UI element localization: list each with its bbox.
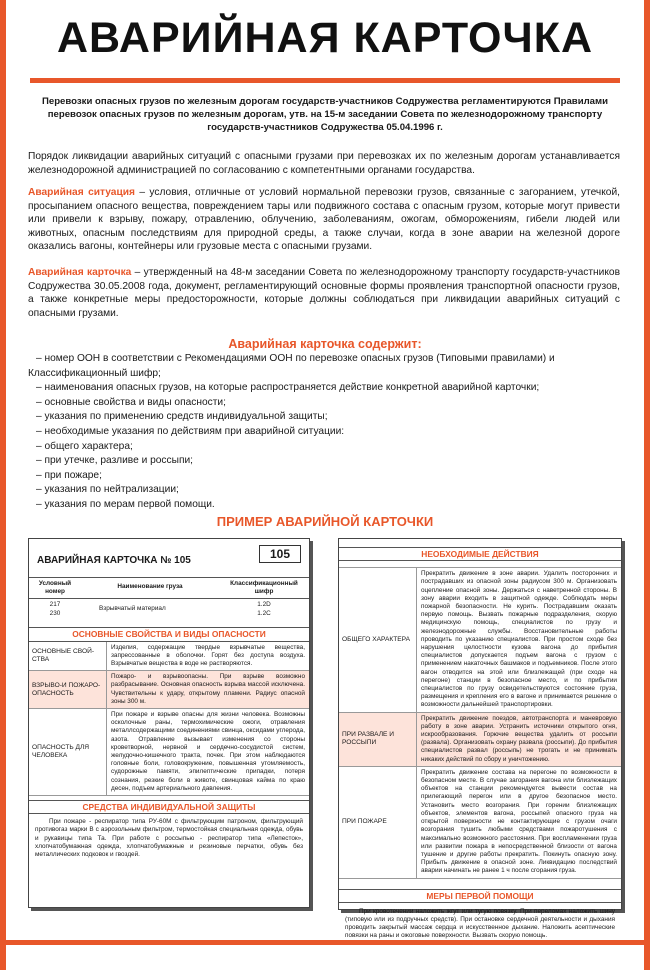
paragraph-emergency bbox=[28, 186, 620, 254]
row-text: Пожаро- и взрывоопасны. При взрыве возможно разбрасывание. Основная опасность взрыва массой исключена. Чувствительны к удару, открытому пламени. Радиус опасной зоны 300 м. bbox=[111, 673, 305, 705]
bottom-rule bbox=[0, 940, 650, 945]
contains-item: – указания по применению средств индивидуальной защиты; bbox=[36, 411, 328, 423]
paragraph-card bbox=[28, 266, 620, 320]
row-text: Прекратить движение поездов, автотранспорта и маневровую работу в зоне аварии. Устранить источники открытого огня, искрообразования. Горючие вещества удалить от россыпи (развала). Организовать охрану развала (россыпи). До прибытия специалистов развал (россыпь) не трогать и не принимать никаких действий по сбору и уничтожению. bbox=[421, 714, 617, 763]
code-b: 1.2C bbox=[257, 609, 271, 617]
contains-item: – при пожаре; bbox=[36, 469, 102, 481]
first-aid-heading: МЕРЫ ПЕРВОЙ ПОМОЩИ bbox=[339, 889, 621, 903]
contains-item: – указания по мерам первой помощи. bbox=[36, 498, 215, 510]
page-title: АВАРИЙНАЯ КАРТОЧКА bbox=[56, 14, 594, 62]
actions-table bbox=[339, 567, 621, 878]
props-table bbox=[29, 642, 309, 796]
card-row bbox=[339, 568, 621, 712]
cargo-table-header bbox=[29, 577, 309, 599]
props-heading: ОСНОВНЫЕ СВОЙСТВА И ВИДЫ ОПАСНОСТИ bbox=[29, 627, 309, 641]
contains-item: – основные свойства и виды опасности; bbox=[36, 396, 226, 408]
first-aid-text: При кровотечении наложить жгут или тугую повязку. При переломах наложить шину (типовую или из подручных средств). При остановке сердечной деятельности и дыхания проводить закрытый массаж сердца и искусственное дыхание. Наложить асептические повязки на раны и ожоговые поверхности. Вызвать скорую помощь. bbox=[345, 907, 615, 940]
row-label: ОПАСНОСТЬ ДЛЯ ЧЕЛОВЕКА bbox=[29, 709, 107, 795]
number-a: 217 bbox=[49, 601, 61, 609]
col-code: Классификационный шифр bbox=[230, 580, 298, 596]
col-number: Условный номер bbox=[38, 580, 72, 596]
card-left-panel bbox=[28, 538, 310, 908]
card-row bbox=[29, 709, 309, 796]
contains-heading: Аварийная карточка содержит: bbox=[228, 337, 422, 351]
cargo-table-row bbox=[29, 599, 309, 621]
actions-heading: НЕОБХОДИМЫЕ ДЕЙСТВИЯ bbox=[339, 547, 621, 561]
row-text: Изделия, содержащие твердые взрывчатые вещества, запрессованные в оболочки. Горят без доступа воздуха. Взрывчатые вещества в воде не растворяются. bbox=[111, 643, 305, 668]
card-row bbox=[29, 671, 309, 709]
card-row bbox=[339, 713, 621, 767]
col-cargo: Наименование груза bbox=[117, 583, 183, 590]
cell-codes bbox=[219, 599, 309, 621]
card-title: АВАРИЙНАЯ КАРТОЧКА № 105 bbox=[37, 555, 191, 566]
ppe-heading: СРЕДСТВА ИНДИВИДУАЛЬНОЙ ЗАЩИТЫ bbox=[29, 800, 309, 814]
contains-item: – указания по нейтрализации; bbox=[36, 484, 179, 496]
cell-numbers bbox=[29, 599, 81, 621]
example-heading: ПРИМЕР АВАРИЙНОЙ КАРТОЧКИ bbox=[216, 514, 434, 529]
card-number-box: 105 bbox=[259, 545, 301, 563]
contains-item: – наименования опасных грузов, на которые распространяется действие конкретной аварийной карточки; bbox=[36, 382, 540, 394]
row-label: ПРИ ПОЖАРЕ bbox=[339, 767, 417, 878]
term-emergency: Аварийная ситуация bbox=[28, 187, 135, 198]
ppe-text: При пожаре - респиратор типа РУ-60М с фильтрующим патроном, фильтрующий противогаз марки В с аэрозольным фильтром, термостойкая специальная одежда, обувь и рукавицы типа Та. При работе с россыпью - респиратор типа «Лепесток», хлопчатобумажная одежда, хлопчатобумажные и резиновые перчатки, обувь без металлических подковок и гвоздей. bbox=[35, 818, 303, 859]
row-label: ОБЩЕГО ХАРАКТЕРА bbox=[339, 568, 417, 711]
definition-card: – утвержденный на 48-м заседании Совета по железнодорожному транспорту государств-участников Содружества 30.05.2008 года, документ, регламентирующий основные формы проявления транспортной опасности грузов, а также конкретные меры предосторожности, которые должны соблюдаться при ликвидации аварийных ситуаций с опасными грузами. bbox=[28, 267, 620, 319]
term-card: Аварийная карточка bbox=[28, 267, 132, 278]
contains-item: – необходимые указания по действиям при аварийной ситуации: bbox=[36, 425, 345, 437]
row-label: ОСНОВНЫЕ СВОЙ-СТВА bbox=[29, 642, 107, 671]
contains-item: – общего характера; bbox=[36, 440, 133, 452]
contains-list bbox=[28, 352, 620, 513]
lead-paragraph: Перевозки опасных грузов по железным дорогам государств-участников Содружества регламентируются Правилами перевозок опасных грузов по железным дорогам, утв. на 15-м заседании Совета по железнодорожному транспорту государств-участников Содружества 05.04.1996 г. bbox=[41, 96, 609, 133]
row-text: При пожаре и взрыве опасны для жизни человека. Возможны осколочные раны, термохимические ожоги, отравления металлсодержащими соединениями свинца, оксидами углерода, азота. Отравление вызывает изменения со стороны кроветворной, нервной и сердечно-сосудистой систем, желудочно-кишечного тракта, почек. При этом наблюдаются головные боли, головокружение, повышенная утомляемость, судорожные памяти, эпилептические припадки, потеря сознания, резкие боли в животе, свинцовая кайма по краю десен, подъем артериального давления. bbox=[111, 711, 305, 792]
row-text: Прекратить движение состава на перегоне по возможности в безопасном месте. В случае загорания вагона или близлежащих объектов на станции рекомендуется вывести состав на прилегающий перегон или в другое безопасное место. Установить место возгорания. При горении близлежащих объектов, элементов вагона, россыпей опасного груза на открытой поверхности не контактирующие с грузом очаги возгорания тушить любыми средствами пожаротушения с максимально возможного расстояния. При воспламенении груза или развитии пожара в непосредственной близости от вагона тушение и другие работы прекратить. Покинуть опасную зону. Прибыть движение в опасной зоне. Ликвидацию последствий аварии начинать не ранее 1 ч после сгорания груза. bbox=[421, 768, 617, 875]
card-header bbox=[29, 539, 309, 577]
row-label: ПРИ РАЗВАЛЕ И РОССЫПИ bbox=[339, 713, 417, 766]
title-rule bbox=[30, 78, 620, 83]
cell-cargo: Взрывчатый материал bbox=[99, 605, 166, 613]
card-row bbox=[339, 767, 621, 879]
definition-emergency: – условия, отличные от условий нормальной перевозки грузов, связанные с загоранием, утечкой, просыпанием опасного вещества, повреждением тары или подвижного состава с опасным грузом, которые могут привести или привели к взрыву, пожару, отравлению, облучению, заболеваниям, ожогам, обморожениям, гибели людей или животных, опасным последствиям для природной среды, а также случаи, когда в зоне аварии на железной дороге оказались вагоны, контейнеры или грузовые места с опасными грузами. bbox=[28, 187, 620, 253]
card-right-panel bbox=[338, 538, 622, 940]
contains-item: – номер ООН в соответствии с Рекомендациями ООН по перевозке опасных грузов (Типовыми правилами) и Классификационный шифр; bbox=[28, 353, 555, 379]
code-a: 1.2D bbox=[257, 601, 271, 609]
paragraph-procedure: Порядок ликвидации аварийных ситуаций с опасными грузами при перевозках их по железным дорогам устанавливается железнодорожной администрацией по согласованию с компетентными органами государства. bbox=[28, 151, 620, 176]
number-b: 230 bbox=[49, 609, 61, 617]
contains-item: – при утечке, разливе и россыпи; bbox=[36, 455, 193, 467]
card-row bbox=[29, 642, 309, 672]
row-label: ВЗРЫВО-И ПОЖАРО-ОПАСНОСТЬ bbox=[29, 671, 107, 708]
row-text: Прекратить движение в зоне аварии. Удалить посторонних и пострадавших из опасной зоны радиусом 300 м. Организовать оцепление опасной зоны. Держаться с наветренной стороны. В зону аварии входить в защитной одежде. Соблюдать меры пожарной безопасности. Не курить. Пострадавшим оказать первую помощь. Вызвать пожарные подразделения, скорую медицинскую помощь, специалистов по грузу и железнодорожные службы. Восстановительные работы проводить по указанию специалистов. При простом сходе без нарушения целостности кузова вагона до прибытия специалистов допускается подъем вагона с грузом с применением накаточных башмаков и подъемников. После этого вагон отводится на этой или близлежащей (при сходе на перегоне) станции в безопасное место, и по прибытии специалистов по грузу освидетельствуются состояние груза, размещения и крепления его в вагоне и принимается решение о возможности дальнейшей транспортировки. bbox=[421, 570, 617, 709]
